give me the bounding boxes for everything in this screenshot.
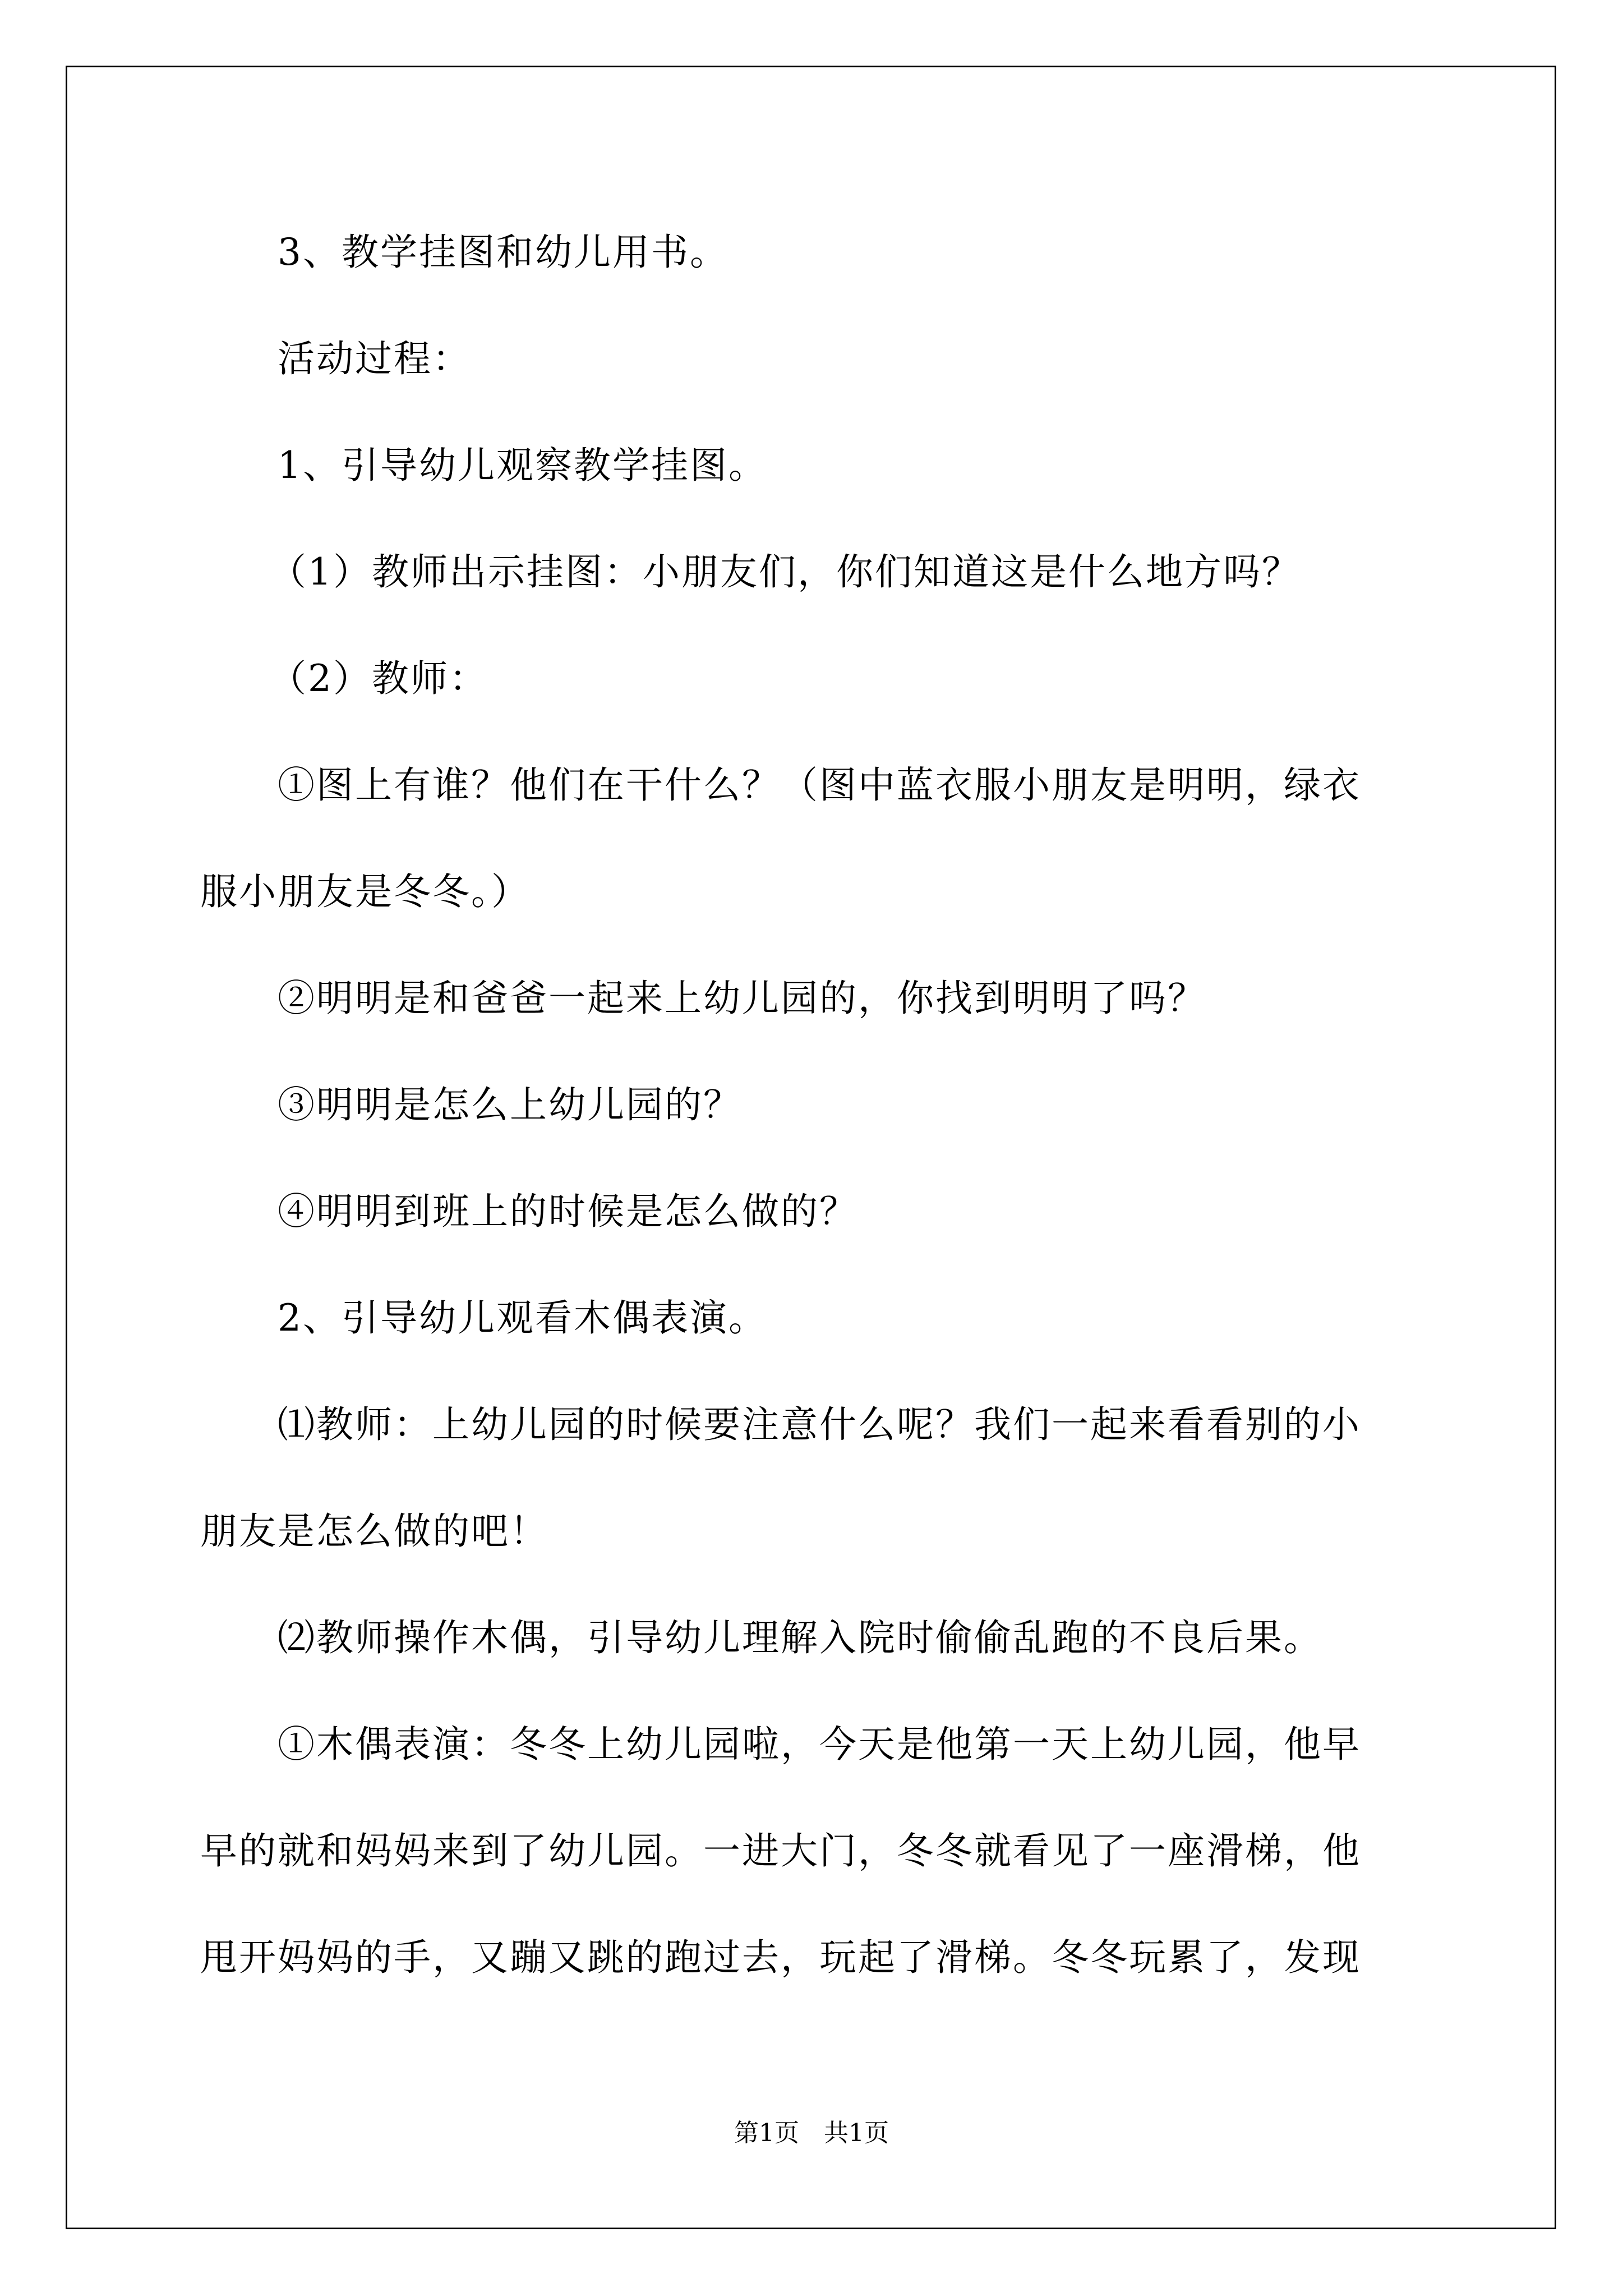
text-line: ①图上有谁？他们在干什么？（图中蓝衣服小朋友是明明，绿衣 <box>278 763 1361 807</box>
text-line: 活动过程： <box>278 337 471 380</box>
text-line: ⑵教师操作木偶，引导幼儿理解入院时偷偷乱跑的不良后果。 <box>278 1616 1322 1659</box>
text-line: ④明明到班上的时候是怎么做的？ <box>278 1190 858 1233</box>
page-border <box>66 66 1556 2229</box>
text-line: 服小朋友是冬冬。） <box>200 870 530 913</box>
text-line: 朋友是怎么做的吧！ <box>200 1510 548 1553</box>
text-line: ③明明是怎么上幼儿园的？ <box>278 1083 742 1126</box>
text-line: 3、教学挂图和幼儿用书。 <box>278 231 728 274</box>
text-line: 1、引导幼儿观察教学挂图。 <box>278 444 767 487</box>
text-line: ①木偶表演：冬冬上幼儿园啦，今天是他第一天上幼儿园，他早 <box>278 1723 1361 1766</box>
page-number-footer: 第1页 共1页 <box>734 2119 889 2147</box>
text-line: 甩开妈妈的手，又蹦又跳的跑过去，玩起了滑梯。冬冬玩累了，发现 <box>200 1936 1361 1979</box>
text-line: ⑴教师：上幼儿园的时候要注意什么呢？我们一起来看看别的小 <box>278 1403 1361 1446</box>
text-line: 2、引导幼儿观看木偶表演。 <box>278 1296 767 1340</box>
text-line: 早的就和妈妈来到了幼儿园。一进大门，冬冬就看见了一座滑梯，他 <box>200 1829 1361 1872</box>
text-line: （1）教师出示挂图：小朋友们，你们知道这是什么地方吗？ <box>269 550 1301 593</box>
text-line: （2）教师： <box>269 657 488 700</box>
text-line: ②明明是和爸爸一起来上幼儿园的，你找到明明了吗？ <box>278 977 1206 1020</box>
